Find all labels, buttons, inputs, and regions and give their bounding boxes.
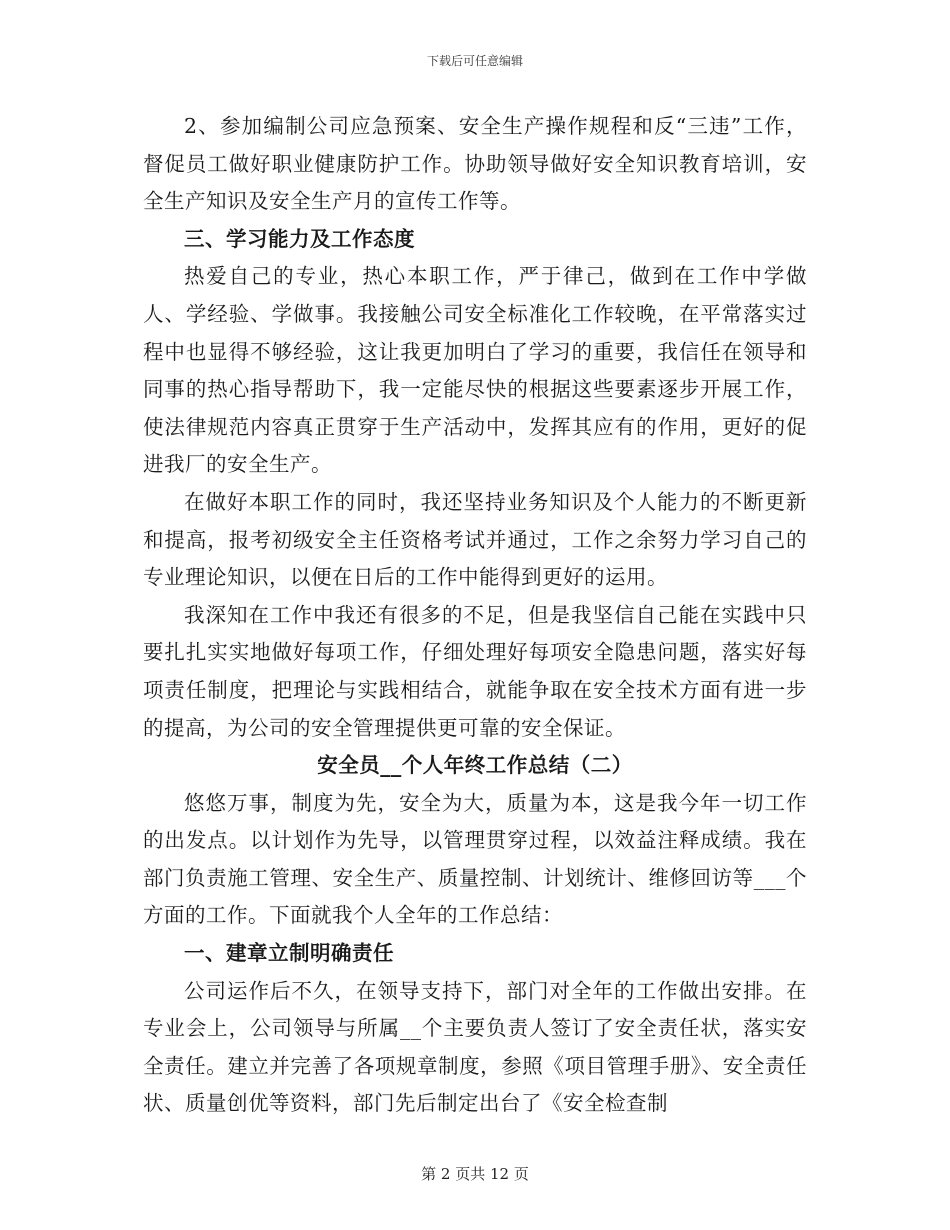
document-body [143, 108, 807, 1123]
paragraph: 悠悠万事，制度为先，安全为大，质量为本，这是我今年一切工作的出发点。以计划作为先导，以管理贯穿过程，以效益注释成绩。我在部门负责施工管理、安全生产、质量控制、计划统计、维修回访等___个方面的工作。下面就我个人全年的工作总结： [143, 790, 807, 928]
paragraph: 公司运作后不久，在领导支持下，部门对全年的工作做出安排。在专业会上，公司领导与所属__个主要负责人签订了安全责任状，落实安全责任。建立并完善了各项规章制度，参照《项目管理手册》、安全责任状、质量创优等资料，部门先后制定出台了《安全检查制 [143, 978, 807, 1116]
page-header: 下载后可任意编辑 [426, 54, 523, 68]
paragraph: 2、参加编制公司应急预案、安全生产操作规程和反“三违”工作，督促员工做好职业健康防护工作。协助领导做好安全知识教育培训，安全生产知识及安全生产月的宣传工作等。 [143, 114, 807, 214]
paragraph: 在做好本职工作的同时，我还坚持业务知识及个人能力的不断更新和提高，报考初级安全主任资格考试并通过，工作之余努力学习自己的专业理论知识，以便在日后的工作中能得到更好的运用。 [143, 489, 807, 590]
section-heading: 一、建章立制明确责任 [184, 941, 394, 966]
section-heading: 三、学习能力及工作态度 [184, 226, 415, 251]
paragraph: 我深知在工作中我还有很多的不足，但是我坚信自己能在实践中只要扎扎实实地做好每项工作，仔细处理好每项安全隐患问题，落实好每项责任制度，把理论与实践相结合，就能争取在安全技术方面有进一步的提高，为公司的安全管理提供更可靠的安全保证。 [143, 602, 807, 740]
page-footer: 第 2 页共 12 页 [421, 1165, 529, 1183]
document-title: 安全员__个人年终工作总结（二） [317, 753, 633, 778]
paragraph: 热爱自己的专业，热心本职工作，严于律己，做到在工作中学做人、学经验、学做事。我接触公司安全标准化工作较晚，在平常落实过程中也显得不够经验，这让我更加明白了学习的重要，我信任在领导和同事的热心指导帮助下，我一定能尽快的根据这些要素逐步开展工作，使法律规范内容真正贯穿于生产活动中，发挥其应有的作用，更好的促进我厂的安全生产。 [143, 264, 807, 477]
